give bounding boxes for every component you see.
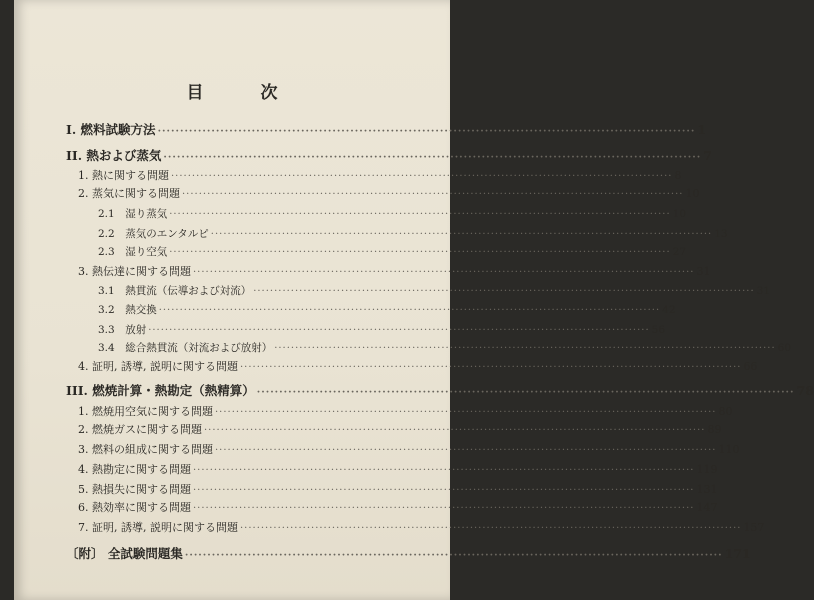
dot-leader: ························································································································ [193, 267, 695, 278]
toc-entry-page: 31 [756, 285, 771, 297]
toc-entry-page: 10 [672, 208, 687, 220]
toc-entry-label: 7. 証明, 誘導, 説明に関する問題 [78, 521, 238, 534]
dot-leader: ························································································································ [158, 305, 661, 316]
toc-entry [78, 461, 718, 479]
toc-entry-label: 〔附〕 全試験問題集 [66, 546, 183, 561]
toc-entry [66, 146, 712, 164]
dot-leader: ························································································································ [169, 209, 671, 220]
toc-entry-page: 13 [714, 228, 728, 240]
toc-entry-label: III. 燃焼計算・熱勘定（熱精算） [66, 383, 255, 398]
dot-leader: ························································································································ [182, 189, 684, 200]
toc-entry-label: II. 熱および蒸気 [66, 148, 162, 163]
toc-entry-label: 3.3 放射 [98, 324, 147, 336]
toc-entry-label: 5. 熱損失に関する問題 [78, 483, 191, 496]
dot-leader: ························································································································ [204, 425, 706, 436]
toc-entry [78, 263, 711, 281]
toc-entry-label: 2. 蒸気に関する問題 [78, 187, 180, 200]
toc-entry-page: 31 [696, 265, 711, 278]
toc-entry [78, 403, 733, 421]
dot-leader: ························································································································ [193, 485, 695, 496]
toc-entry-page: 131 [696, 483, 718, 496]
dot-leader: ························································································································ [157, 126, 696, 137]
toc-entry [78, 499, 718, 517]
toc-entry [98, 302, 676, 320]
toc-entry [66, 544, 751, 562]
toc-entry-page: 78 [796, 383, 814, 398]
dot-leader: ························································································································ [256, 387, 795, 398]
toc-entry-label: 4. 熱勘定に関する問題 [78, 463, 191, 476]
dot-leader: ························································································································ [193, 503, 695, 514]
toc-entry-label: 2.2 蒸気のエンタルピ [98, 228, 209, 240]
dot-leader: ························································································································ [253, 286, 755, 297]
toc-entry [78, 519, 765, 537]
toc-entry-page: 8 [674, 169, 682, 182]
toc-entry-label: 2. 燃焼ガスに関する問題 [78, 423, 202, 436]
dot-leader: ························································································································ [210, 229, 713, 240]
toc-entry-label: 3.4 総合熱貫流（対流および放射） [98, 342, 273, 354]
toc-entry-page: 157 [743, 521, 765, 534]
page-title: 目 次 [186, 83, 298, 103]
toc-entry [66, 120, 707, 138]
toc-entry-label: I. 燃料試験方法 [66, 122, 156, 137]
toc-entry-page: 27 [672, 246, 687, 258]
toc-entry-page: 42 [662, 304, 676, 316]
toc-entry [78, 481, 718, 499]
toc-entry-label: 3.1 熱貫流（伝導および対流） [98, 285, 252, 297]
table-of-contents [14, 0, 814, 600]
dot-leader: ························································································································ [171, 171, 673, 182]
toc-entry-label: 1. 熱に関する問題 [78, 169, 169, 182]
toc-entry-page: 80 [718, 405, 733, 418]
dot-leader: ························································································································ [239, 362, 742, 373]
toc-entry [78, 441, 740, 459]
toc-entry-label: 1. 燃焼用空気に関する問題 [78, 405, 213, 418]
toc-entry [98, 244, 687, 262]
toc-entry-page: 10 [685, 187, 700, 200]
toc-entry-page: 66 [743, 360, 758, 373]
toc-entry-label: 3.2 熱交換 [98, 304, 157, 316]
toc-entry-page: 56 [651, 324, 666, 336]
dot-leader: ························································································································ [274, 343, 776, 354]
book-page [14, 0, 814, 600]
toc-entry [78, 421, 722, 439]
toc-entry-label: 2.1 湿り蒸気 [98, 208, 168, 220]
dot-leader: ························································································································ [169, 247, 671, 258]
toc-entry-page: 110 [718, 443, 740, 456]
toc-entry [98, 226, 728, 244]
toc-entry-label: 3. 燃料の組成に関する問題 [78, 443, 213, 456]
toc-entry [98, 340, 792, 358]
toc-entry [78, 167, 682, 185]
toc-entry [98, 206, 687, 224]
dot-leader: ························································································································ [148, 325, 650, 336]
toc-entry-page: 171 [724, 546, 751, 561]
toc-entry [66, 381, 814, 399]
toc-entry-page: 1 [697, 122, 707, 137]
dot-leader: ························································································································ [184, 550, 723, 561]
toc-entry [78, 185, 700, 203]
toc-entry-page: 7 [703, 148, 712, 163]
dot-leader: ························································································································ [239, 523, 742, 534]
toc-entry-page: 119 [696, 463, 718, 476]
toc-entry-page: 89 [707, 423, 722, 436]
toc-entry [98, 283, 771, 301]
toc-entry-label: 3. 熱伝達に関する問題 [78, 265, 191, 278]
toc-entry-page: 60 [777, 342, 792, 354]
toc-entry-page: 147 [696, 501, 718, 514]
dot-leader: ························································································································ [215, 407, 717, 418]
dot-leader: ························································································································ [215, 445, 717, 456]
dot-leader: ························································································································ [163, 152, 702, 163]
toc-entry-label: 6. 熱効率に関する問題 [78, 501, 191, 514]
toc-entry-label: 4. 証明, 誘導, 説明に関する問題 [78, 360, 238, 373]
toc-entry [78, 358, 758, 376]
toc-entry [98, 322, 666, 340]
toc-entry-label: 2.3 湿り空気 [98, 246, 168, 258]
dot-leader: ························································································································ [193, 465, 695, 476]
